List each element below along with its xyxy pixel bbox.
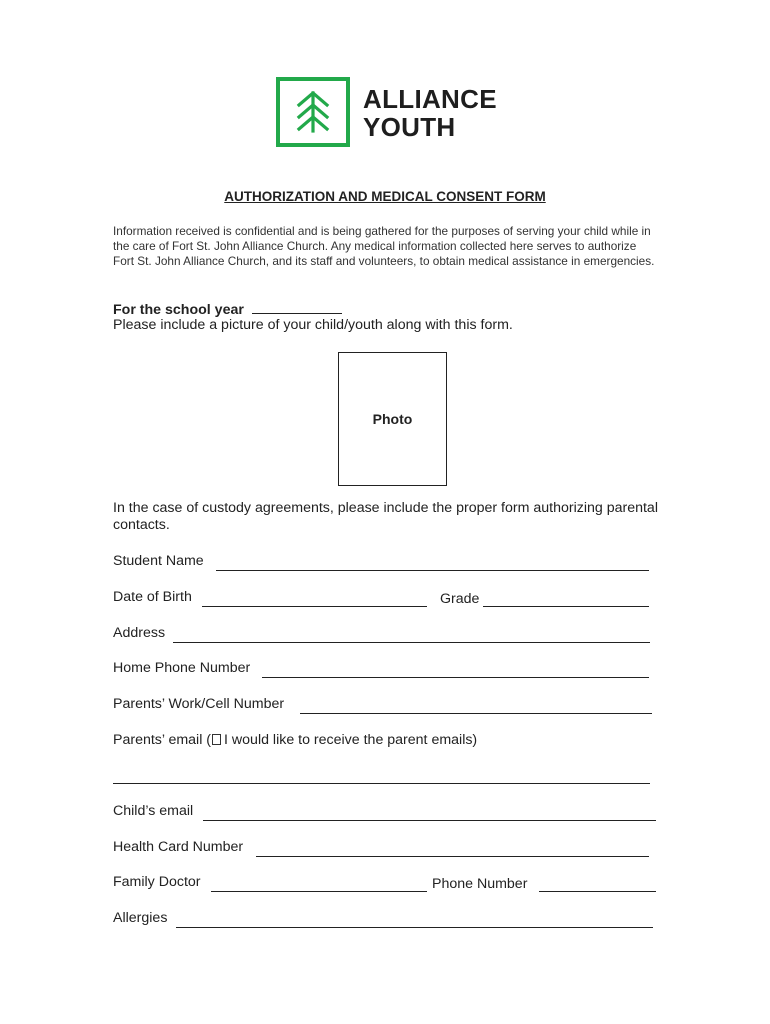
logo-line-1: ALLIANCE [363, 84, 497, 114]
dob-grade-row [113, 589, 650, 609]
family-doctor-input[interactable] [211, 891, 427, 892]
allergies-row [113, 910, 653, 930]
allergies-input[interactable] [176, 927, 653, 928]
parents-email-row [113, 732, 653, 752]
student-name-row [113, 553, 650, 573]
parents-email-label: Parents’ email ( [113, 732, 212, 748]
childs-email-label: Child’s email [113, 803, 194, 819]
grade-label: Grade [440, 591, 480, 607]
health-card-input[interactable] [256, 856, 649, 857]
date-of-birth-input[interactable] [202, 606, 427, 607]
parents-email-input[interactable] [113, 783, 650, 784]
student-name-label: Student Name [113, 553, 204, 569]
childs-email-input[interactable] [203, 820, 656, 821]
doctor-row [113, 874, 656, 894]
health-card-row [113, 839, 650, 859]
home-phone-label: Home Phone Number [113, 660, 251, 676]
doctor-phone-input[interactable] [539, 891, 656, 892]
photo-box[interactable] [338, 352, 447, 486]
address-input[interactable] [173, 642, 650, 643]
home-phone-input[interactable] [262, 677, 649, 678]
picture-note: Please include a picture of your child/youth along with this form. [113, 317, 513, 333]
photo-label: Photo [372, 411, 413, 427]
logo-line-2: YOUTH [363, 112, 456, 142]
school-year-row [113, 299, 342, 318]
intro-paragraph: Information received is confidential and is being gathered for the purposes of serving your child while in the care of Fort St. John Alliance Church. Any medical information collected here serves to authorize Fort St. John Alliance Church, and its staff and volunteers, to obtain medical assistance in emergencies. [113, 224, 655, 269]
custody-note: In the case of custody agreements, please include the proper form authorizing parental contacts. [113, 500, 658, 533]
parents-work-cell-label: Parents’ Work/Cell Number [113, 696, 285, 712]
childs-email-row [113, 803, 656, 823]
form-title: AUTHORIZATION AND MEDICAL CONSENT FORM [224, 189, 546, 204]
parent-emails-checkbox[interactable] [212, 734, 221, 745]
school-year-label: For the school year [113, 302, 244, 318]
alliance-youth-logo [276, 77, 506, 151]
health-card-label: Health Card Number [113, 839, 244, 855]
parent-emails-option-label: I would like to receive the parent emails) [224, 732, 478, 748]
pine-tree-icon [296, 91, 330, 133]
phone-number-label: Phone Number [432, 876, 528, 892]
logo-wordmark [363, 85, 497, 141]
address-label: Address [113, 625, 166, 641]
logo-frame [276, 77, 350, 147]
parents-email-line [113, 766, 650, 786]
parents-work-cell-row [113, 696, 653, 716]
address-row [113, 625, 650, 645]
student-name-input[interactable] [216, 570, 649, 571]
home-phone-row [113, 660, 650, 680]
allergies-label: Allergies [113, 910, 168, 926]
family-doctor-label: Family Doctor [113, 874, 201, 890]
date-of-birth-label: Date of Birth [113, 589, 192, 605]
grade-input[interactable] [483, 606, 649, 607]
parents-work-cell-input[interactable] [300, 713, 652, 714]
school-year-input[interactable] [252, 299, 342, 314]
